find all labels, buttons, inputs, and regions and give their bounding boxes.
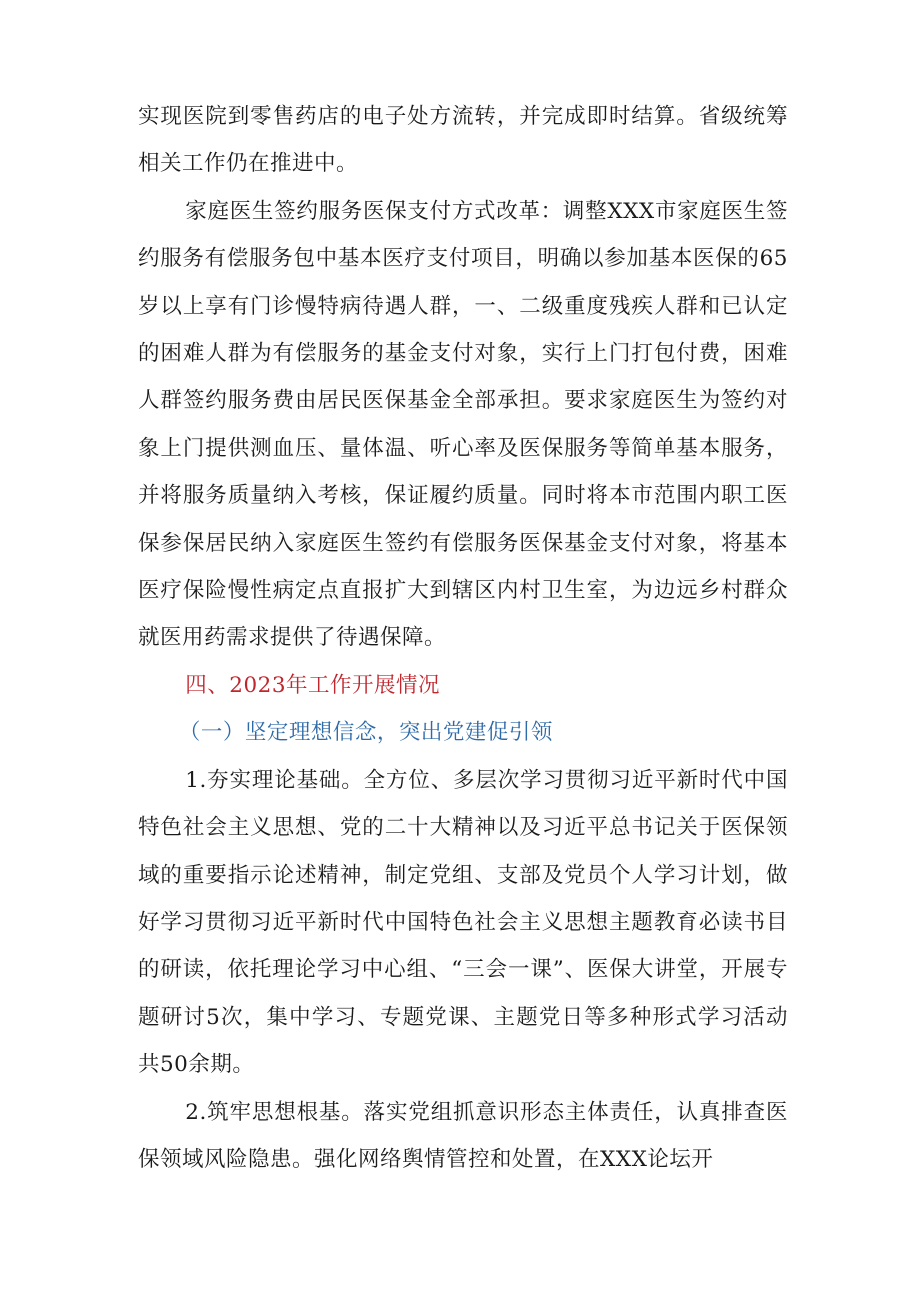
paragraph-continuation: 实现医院到零售药店的电子处方流转，并完成即时结算。省级统筹相关工作仍在推进中。 — [138, 104, 788, 177]
section-heading-2023-work: 四、2023年工作开展情况 — [185, 672, 441, 698]
document-page — [138, 93, 788, 1183]
paragraph-ideological-root: 2.筑牢思想根基。落实党组抓意识形态主体责任，认真排查医保领域风险隐患。强化网络舆情管控和处置，在XXX论坛开 — [138, 1099, 788, 1172]
paragraph-family-doctor-reform: 家庭医生签约服务医保支付方式改革：调整XXX市家庭医生签约服务有偿服务包中基本医疗支付项目，明确以参加基本医保的65岁以上享有门诊慢特病待遇人群，一、二级重度残疾人群和已认定的困难人群为有偿服务的基金支付对象，实行上门打包付费，困难人群签约服务费由居民医保基金全部承担。要求家庭医生为签约对象上门提供测血压、量体温、听心率及医保服务等简单基本服务，并将服务质量纳入考核，保证履约质量。同时将本市范围内职工医保参保居民纳入家庭医生签约有偿服务医保基金支付对象，将基本医疗保险慢性病定点直报扩大到辖区内村卫生室，为边远乡村群众就医用药需求提供了待遇保障。 — [138, 198, 788, 651]
subsection-heading-ideals: （一）坚定理想信念，突出党建促引领 — [178, 720, 553, 746]
paragraph-theory-foundation: 1.夯实理论基础。全方位、多层次学习贯彻习近平新时代中国特色社会主义思想、党的二十大精神以及习近平总书记关于医保领域的重要指示论述精神，制定党组、支部及党员个人学习计划，做好学习贯彻习近平新时代中国特色社会主义思想主题教育必读书目的研读，依托理论学习中心组、“三会一课”、医保大讲堂，开展专题研讨5次，集中学习、专题党课、主题党日等多种形式学习活动共50余期。 — [138, 767, 788, 1078]
